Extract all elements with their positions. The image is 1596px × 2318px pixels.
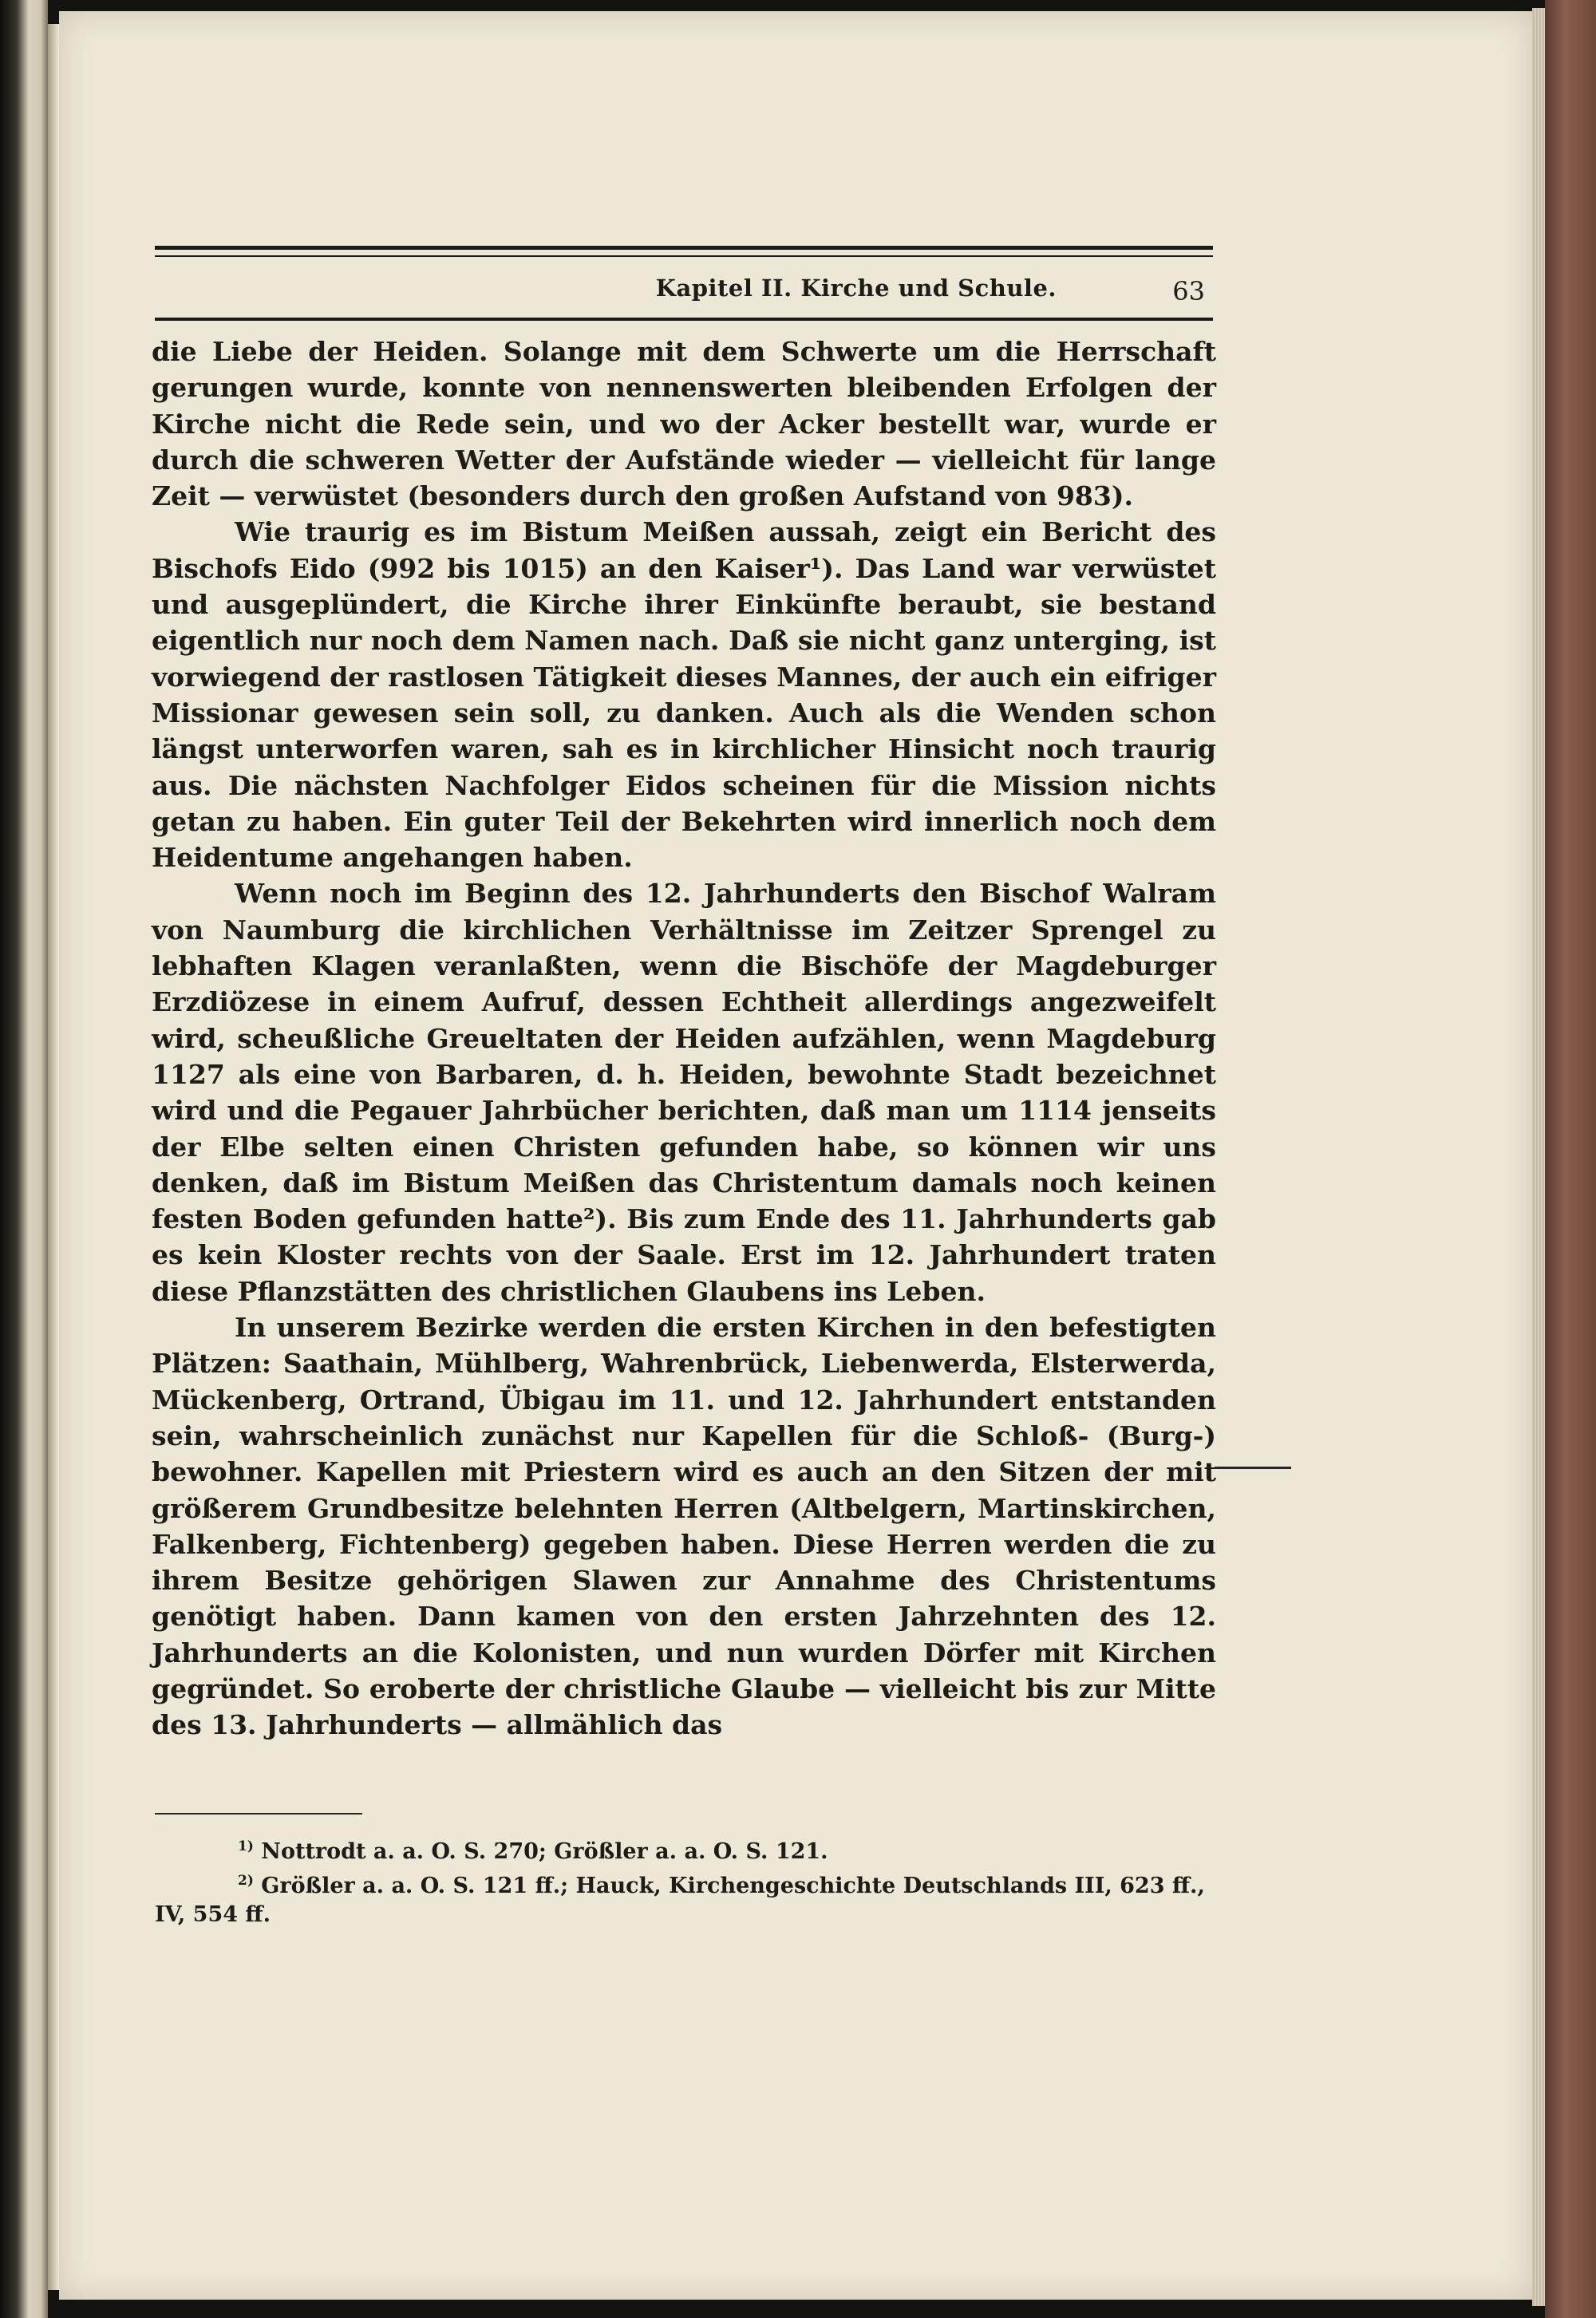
footnote-mark: 1) bbox=[238, 1838, 254, 1854]
header-rule-thick bbox=[155, 246, 1213, 250]
footnotes bbox=[155, 1832, 1213, 1929]
paragraph: Wenn noch im Beginn des 12. Jahrhunderts den Bischof Walram von Naumburg die kirchlichen Verhältnisse im Zeitzer Sprengel zu lebhaften Klagen veranlaßten, wenn die Bischöfe der Magdeburger Erzdiözese in einem Aufruf, dessen Echtheit allerdings angezweifelt wird, scheußliche Greueltaten der Heiden aufzählen, wenn Magdeburg 1127 als eine von Barbaren, d. h. Heiden, bewohnte Stadt bezeichnet wird und die Pegauer Jahrbücher berichten, daß man um 1114 jenseits der Elbe selten einen Christen gefunden habe, so können wir uns denken, daß im Bistum Meißen das Christentum damals noch keinen festen Boden gefunden hatte²). Bis zum Ende des 11. Jahrhunderts gab es kein Kloster rechts von der Saale. Erst im 12. Jahrhundert traten diese Pflanzstätten des christlichen Glaubens ins Leben. bbox=[152, 878, 1216, 1307]
footnote-rule bbox=[155, 1813, 362, 1815]
running-head bbox=[155, 270, 1213, 306]
margin-pencil-mark bbox=[1215, 1467, 1291, 1469]
paragraph: die Liebe der Heiden. Solange mit dem Schwerte um die Herrschaft gerungen wurde, konnte von nennenswerten bleibenden Erfolgen der Kirche nicht die Rede sein, und wo der Acker bestellt war, wurde er durch die schweren Wetter der Aufstände wieder — vielleicht für lange Zeit — verwüstet (besonders durch den großen Aufstand von 983). bbox=[152, 336, 1216, 512]
header-rule-thin bbox=[155, 255, 1213, 257]
header-rule-bottom bbox=[155, 318, 1213, 321]
chapter-title: Kapitel II. Kirche und Schule. bbox=[655, 274, 1057, 302]
previous-page-edge bbox=[48, 24, 59, 2290]
binding-left-edge bbox=[0, 0, 48, 2318]
footnote bbox=[155, 1866, 1213, 1929]
body-text bbox=[152, 334, 1216, 1743]
footnote-text: Größler a. a. O. S. 121 ff.; Hauck, Kirchengeschichte Deutschlands III, 623 ff., IV, 554 ff. bbox=[155, 1874, 1205, 1927]
page-number: 63 bbox=[1172, 276, 1205, 306]
paragraph: Wie traurig es im Bistum Meißen aussah, zeigt ein Bericht des Bischofs Eido (992 bis 1015) an den Kaiser¹). Das Land war verwüstet und ausgeplündert, die Kirche ihrer Einkünfte beraubt, sie bestand eigentlich nur noch dem Namen nach. Daß sie nicht ganz unterging, ist vorwiegend der rastlosen Tätigkeit dieses Mannes, der auch ein eifriger Missionar gewesen sein soll, zu danken. Auch als die Wenden schon längst unterworfen waren, sah es in kirchlicher Hinsicht noch traurig aus. Die nächsten Nachfolger Eidos scheinen für die Mission nichts getan zu haben. Ein guter Teil der Bekehrten wird innerlich noch dem Heidentume angehangen haben. bbox=[152, 516, 1216, 874]
book-cover-edge bbox=[1545, 0, 1596, 2318]
footnote-text: Nottrodt a. a. O. S. 270; Größler a. a. O. S. 121. bbox=[261, 1839, 828, 1864]
footnote bbox=[155, 1832, 1213, 1866]
footnote-mark: 2) bbox=[238, 1873, 254, 1889]
paragraph: In unserem Bezirke werden die ersten Kirchen in den befestigten Plätzen: Saathain, Mühlberg, Wahrenbrück, Liebenwerda, Elsterwerda, Mückenberg, Ortrand, Übigau im 11. und 12. Jahrhundert entstanden sein, wahrscheinlich zunächst nur Kapellen für die Schloß- (Burg-) bewohner. Kapellen mit Priestern wird es auch an den Sitzen der mit größerem Grundbesitze belehnten Herren (Altbelgern, Martinskirchen, Falkenberg, Fichtenberg) gegeben haben. Diese Herren werden die zu ihrem Besitze gehörigen Slawen zur Annahme des Christentums genötigt haben. Dann kamen von den ersten Jahrzehnten des 12. Jahrhunderts an die Kolonisten, und nun wurden Dörfer mit Kirchen gegründet. So eroberte der christliche Glaube — vielleicht bis zur Mitte des 13. Jahrhunderts — allmählich das bbox=[152, 1312, 1216, 1741]
